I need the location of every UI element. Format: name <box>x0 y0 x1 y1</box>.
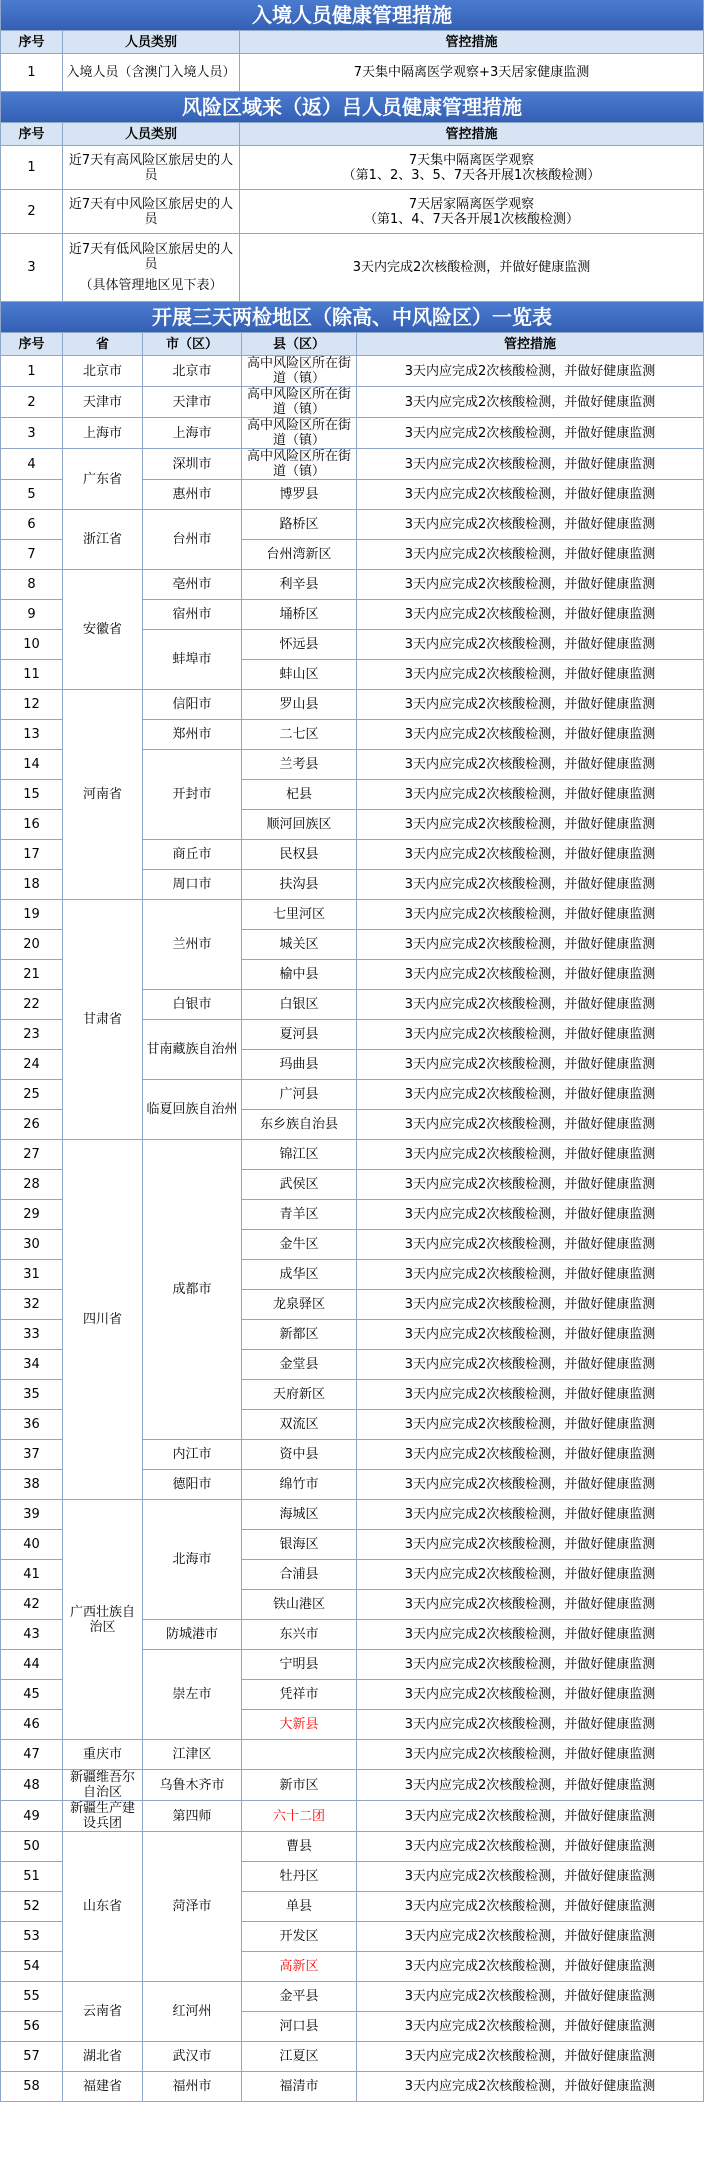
city-cell: 德阳市 <box>143 1470 242 1500</box>
section2-table <box>0 122 704 302</box>
header-city: 市（区） <box>143 333 242 356</box>
province-cell: 四川省 <box>63 1140 143 1500</box>
header-no: 序号 <box>1 123 63 146</box>
city-cell: 内江市 <box>143 1440 242 1470</box>
measure-cell: 3天内应完成2次核酸检测，并做好健康监测 <box>357 1832 704 1862</box>
row-no: 48 <box>1 1770 63 1801</box>
row-no: 33 <box>1 1320 63 1350</box>
county-cell: 东乡族自治县 <box>242 1110 357 1140</box>
city-cell: 开封市 <box>143 750 242 840</box>
measure-cell: 3天内应完成2次核酸检测，并做好健康监测 <box>357 1050 704 1080</box>
table-header-row <box>1 333 704 356</box>
measure-cell: 3天内应完成2次核酸检测，并做好健康监测 <box>357 1560 704 1590</box>
row-no: 45 <box>1 1680 63 1710</box>
county-cell: 蚌山区 <box>242 660 357 690</box>
table-row <box>1 190 704 234</box>
row-no: 37 <box>1 1440 63 1470</box>
measure-cell: 3天内应完成2次核酸检测，并做好健康监测 <box>357 1680 704 1710</box>
category-note: （具体管理地区见下表） <box>79 278 223 293</box>
province-cell: 广西壮族自治区 <box>63 1500 143 1740</box>
county-cell: 广河县 <box>242 1080 357 1110</box>
row-no: 19 <box>1 900 63 930</box>
city-cell: 郑州市 <box>143 720 242 750</box>
city-cell: 宿州市 <box>143 600 242 630</box>
measure-cell: 3天内应完成2次核酸检测，并做好健康监测 <box>357 1230 704 1260</box>
section1-title: 入境人员健康管理措施 <box>0 0 704 30</box>
measure-cell: 3天内应完成2次核酸检测，并做好健康监测 <box>357 990 704 1020</box>
county-cell: 单县 <box>242 1892 357 1922</box>
row-no: 8 <box>1 570 63 600</box>
city-cell: 北京市 <box>143 356 242 387</box>
county-cell: 开发区 <box>242 1922 357 1952</box>
province-cell: 新疆维吾尔自治区 <box>63 1770 143 1801</box>
row-no: 29 <box>1 1200 63 1230</box>
province-cell: 福建省 <box>63 2072 143 2102</box>
table-row <box>1 1500 704 1530</box>
province-cell: 重庆市 <box>63 1740 143 1770</box>
row-no: 47 <box>1 1740 63 1770</box>
county-cell: 锦江区 <box>242 1140 357 1170</box>
province-cell: 山东省 <box>63 1832 143 1982</box>
section3-table <box>0 332 704 2102</box>
city-cell: 上海市 <box>143 418 242 449</box>
county-cell: 金牛区 <box>242 1230 357 1260</box>
row-category: 入境人员（含澳门入境人员） <box>63 54 240 92</box>
measure-cell: 3天内应完成2次核酸检测，并做好健康监测 <box>357 1740 704 1770</box>
province-cell: 新疆生产建设兵团 <box>63 1801 143 1832</box>
measure-cell: 3天内应完成2次核酸检测，并做好健康监测 <box>357 1080 704 1110</box>
measure-cell: 3天内应完成2次核酸检测，并做好健康监测 <box>357 1470 704 1500</box>
row-no: 41 <box>1 1560 63 1590</box>
header-category: 人员类别 <box>63 31 240 54</box>
county-cell: 天府新区 <box>242 1380 357 1410</box>
county-cell: 七里河区 <box>242 900 357 930</box>
table-row <box>1 2042 704 2072</box>
table-row <box>1 54 704 92</box>
table-header-row <box>1 31 704 54</box>
province-cell: 安徽省 <box>63 570 143 690</box>
county-cell: 银海区 <box>242 1530 357 1560</box>
county-cell: 城关区 <box>242 930 357 960</box>
county-cell: 高中风险区所在街道（镇） <box>242 418 357 449</box>
measure-cell: 3天内应完成2次核酸检测，并做好健康监测 <box>357 1170 704 1200</box>
county-cell: 埇桥区 <box>242 600 357 630</box>
row-no: 9 <box>1 600 63 630</box>
measure-cell: 3天内应完成2次核酸检测，并做好健康监测 <box>357 1650 704 1680</box>
measure-cell: 3天内应完成2次核酸检测，并做好健康监测 <box>357 780 704 810</box>
measure-cell: 3天内应完成2次核酸检测，并做好健康监测 <box>357 1590 704 1620</box>
city-cell: 江津区 <box>143 1740 242 1770</box>
row-no: 25 <box>1 1080 63 1110</box>
header-no: 序号 <box>1 31 63 54</box>
table-row <box>1 900 704 930</box>
county-cell: 铁山港区 <box>242 1590 357 1620</box>
row-no: 39 <box>1 1500 63 1530</box>
row-no: 16 <box>1 810 63 840</box>
measure-cell: 3天内应完成2次核酸检测，并做好健康监测 <box>357 1110 704 1140</box>
header-measure: 管控措施 <box>240 31 704 54</box>
county-cell: 高中风险区所在街道（镇） <box>242 356 357 387</box>
row-no: 57 <box>1 2042 63 2072</box>
measure-cell: 3天内应完成2次核酸检测，并做好健康监测 <box>357 540 704 570</box>
row-no: 30 <box>1 1230 63 1260</box>
row-no: 49 <box>1 1801 63 1832</box>
table-row <box>1 146 704 190</box>
category-text: 近7天有低风险区旅居史的人员 <box>68 242 234 272</box>
county-cell: 江夏区 <box>242 2042 357 2072</box>
row-no: 43 <box>1 1620 63 1650</box>
city-cell: 第四师 <box>143 1801 242 1832</box>
measure-cell: 3天内应完成2次核酸检测，并做好健康监测 <box>357 418 704 449</box>
row-no: 10 <box>1 630 63 660</box>
row-no: 24 <box>1 1050 63 1080</box>
county-cell: 台州湾新区 <box>242 540 357 570</box>
city-cell: 武汉市 <box>143 2042 242 2072</box>
row-no: 23 <box>1 1020 63 1050</box>
row-no: 12 <box>1 690 63 720</box>
measure-cell: 3天内应完成2次核酸检测，并做好健康监测 <box>357 960 704 990</box>
city-cell: 蚌埠市 <box>143 630 242 690</box>
row-no: 15 <box>1 780 63 810</box>
header-category: 人员类别 <box>63 123 240 146</box>
measure-cell: 3天内应完成2次核酸检测，并做好健康监测 <box>357 1922 704 1952</box>
county-cell: 宁明县 <box>242 1650 357 1680</box>
measure-cell: 3天内应完成2次核酸检测，并做好健康监测 <box>357 1500 704 1530</box>
county-cell: 绵竹市 <box>242 1470 357 1500</box>
table-row <box>1 1740 704 1770</box>
measure-cell: 3天内应完成2次核酸检测，并做好健康监测 <box>357 387 704 418</box>
header-no: 序号 <box>1 333 63 356</box>
row-no: 51 <box>1 1862 63 1892</box>
table-row <box>1 2072 704 2102</box>
measure-cell: 3天内应完成2次核酸检测，并做好健康监测 <box>357 1530 704 1560</box>
table-row <box>1 356 704 387</box>
measure-cell: 3天内应完成2次核酸检测，并做好健康监测 <box>357 810 704 840</box>
city-cell: 天津市 <box>143 387 242 418</box>
row-no: 17 <box>1 840 63 870</box>
measure-cell: 3天内应完成2次核酸检测，并做好健康监测 <box>357 660 704 690</box>
city-cell: 兰州市 <box>143 900 242 990</box>
row-category <box>63 234 240 302</box>
table-row <box>1 1832 704 1862</box>
row-no: 27 <box>1 1140 63 1170</box>
county-cell: 福清市 <box>242 2072 357 2102</box>
measure-cell: 3天内应完成2次核酸检测，并做好健康监测 <box>357 1801 704 1832</box>
row-no: 21 <box>1 960 63 990</box>
header-county: 县（区） <box>242 333 357 356</box>
measure-note: （第1、4、7天各开展1次核酸检测） <box>363 211 580 227</box>
measure-cell: 3天内应完成2次核酸检测，并做好健康监测 <box>357 2012 704 2042</box>
city-cell: 乌鲁木齐市 <box>143 1770 242 1801</box>
row-no: 20 <box>1 930 63 960</box>
city-cell: 商丘市 <box>143 840 242 870</box>
section1-table <box>0 30 704 92</box>
county-cell: 大新县 <box>242 1710 357 1740</box>
measure-cell: 3天内应完成2次核酸检测，并做好健康监测 <box>357 1380 704 1410</box>
county-cell: 牡丹区 <box>242 1862 357 1892</box>
measure-cell: 3天内应完成2次核酸检测，并做好健康监测 <box>357 1892 704 1922</box>
city-cell: 亳州市 <box>143 570 242 600</box>
county-cell: 六十二团 <box>242 1801 357 1832</box>
county-cell: 海城区 <box>242 1500 357 1530</box>
table-row <box>1 387 704 418</box>
county-cell: 罗山县 <box>242 690 357 720</box>
row-measure: 3天内完成2次核酸检测，并做好健康监测 <box>240 234 704 302</box>
row-no: 5 <box>1 480 63 510</box>
city-cell: 菏泽市 <box>143 1832 242 1982</box>
measure-cell: 3天内应完成2次核酸检测，并做好健康监测 <box>357 480 704 510</box>
county-cell: 合浦县 <box>242 1560 357 1590</box>
row-no: 46 <box>1 1710 63 1740</box>
county-cell: 高中风险区所在街道（镇） <box>242 387 357 418</box>
table-header-row <box>1 123 704 146</box>
measure-note: （第1、2、3、5、7天各开展1次核酸检测） <box>342 167 601 183</box>
county-cell: 武侯区 <box>242 1170 357 1200</box>
row-no: 26 <box>1 1110 63 1140</box>
row-no: 55 <box>1 1982 63 2012</box>
county-cell: 顺河回族区 <box>242 810 357 840</box>
row-no: 53 <box>1 1922 63 1952</box>
row-no: 40 <box>1 1530 63 1560</box>
county-cell: 资中县 <box>242 1440 357 1470</box>
city-cell: 白银市 <box>143 990 242 1020</box>
county-cell: 夏河县 <box>242 1020 357 1050</box>
row-no: 32 <box>1 1290 63 1320</box>
row-no: 11 <box>1 660 63 690</box>
measure-cell: 3天内应完成2次核酸检测，并做好健康监测 <box>357 750 704 780</box>
city-cell: 台州市 <box>143 510 242 570</box>
province-cell: 广东省 <box>63 449 143 510</box>
county-cell: 榆中县 <box>242 960 357 990</box>
measure-cell: 3天内应完成2次核酸检测，并做好健康监测 <box>357 1260 704 1290</box>
county-cell: 高中风险区所在街道（镇） <box>242 449 357 480</box>
row-measure <box>240 146 704 190</box>
table-row <box>1 1982 704 2012</box>
county-cell: 曹县 <box>242 1832 357 1862</box>
section2-title: 风险区域来（返）吕人员健康管理措施 <box>0 92 704 122</box>
table-row <box>1 1801 704 1832</box>
city-cell: 北海市 <box>143 1500 242 1620</box>
row-no: 38 <box>1 1470 63 1500</box>
measure-cell: 3天内应完成2次核酸检测，并做好健康监测 <box>357 449 704 480</box>
row-no: 2 <box>1 387 63 418</box>
table-row <box>1 570 704 600</box>
city-cell: 福州市 <box>143 2072 242 2102</box>
row-no: 18 <box>1 870 63 900</box>
county-cell: 凭祥市 <box>242 1680 357 1710</box>
county-cell: 新市区 <box>242 1770 357 1801</box>
header-measure: 管控措施 <box>357 333 704 356</box>
county-cell: 杞县 <box>242 780 357 810</box>
row-no: 1 <box>1 356 63 387</box>
row-no: 1 <box>1 146 63 190</box>
county-cell: 白银区 <box>242 990 357 1020</box>
row-no: 13 <box>1 720 63 750</box>
row-measure <box>240 190 704 234</box>
measure-cell: 3天内应完成2次核酸检测，并做好健康监测 <box>357 1410 704 1440</box>
province-cell: 湖北省 <box>63 2042 143 2072</box>
measure-cell: 3天内应完成2次核酸检测，并做好健康监测 <box>357 690 704 720</box>
city-cell: 周口市 <box>143 870 242 900</box>
measure-cell: 3天内应完成2次核酸检测，并做好健康监测 <box>357 1200 704 1230</box>
row-no: 6 <box>1 510 63 540</box>
measure-cell: 3天内应完成2次核酸检测，并做好健康监测 <box>357 1952 704 1982</box>
county-cell: 民权县 <box>242 840 357 870</box>
row-measure: 7天集中隔离医学观察+3天居家健康监测 <box>240 54 704 92</box>
measure-cell: 3天内应完成2次核酸检测，并做好健康监测 <box>357 1862 704 1892</box>
row-no: 58 <box>1 2072 63 2102</box>
county-cell: 高新区 <box>242 1952 357 1982</box>
city-cell: 信阳市 <box>143 690 242 720</box>
row-no: 4 <box>1 449 63 480</box>
row-category: 近7天有中风险区旅居史的人员 <box>63 190 240 234</box>
row-no: 3 <box>1 234 63 302</box>
province-cell: 甘肃省 <box>63 900 143 1140</box>
row-no: 56 <box>1 2012 63 2042</box>
row-no: 42 <box>1 1590 63 1620</box>
city-cell: 成都市 <box>143 1140 242 1440</box>
table-row <box>1 1770 704 1801</box>
county-cell: 怀远县 <box>242 630 357 660</box>
measure-cell: 3天内应完成2次核酸检测，并做好健康监测 <box>357 930 704 960</box>
row-no: 22 <box>1 990 63 1020</box>
county-cell: 路桥区 <box>242 510 357 540</box>
county-cell: 金平县 <box>242 1982 357 2012</box>
measure-cell: 3天内应完成2次核酸检测，并做好健康监测 <box>357 1290 704 1320</box>
county-cell: 玛曲县 <box>242 1050 357 1080</box>
row-no: 14 <box>1 750 63 780</box>
county-cell: 金堂县 <box>242 1350 357 1380</box>
city-cell: 临夏回族自治州 <box>143 1080 242 1140</box>
city-cell: 甘南藏族自治州 <box>143 1020 242 1080</box>
measure-cell: 3天内应完成2次核酸检测，并做好健康监测 <box>357 356 704 387</box>
measure-cell: 3天内应完成2次核酸检测，并做好健康监测 <box>357 1770 704 1801</box>
measure-cell: 3天内应完成2次核酸检测，并做好健康监测 <box>357 720 704 750</box>
measure-line: 7天居家隔离医学观察 <box>408 196 535 212</box>
county-cell: 二七区 <box>242 720 357 750</box>
measure-cell: 3天内应完成2次核酸检测，并做好健康监测 <box>357 1982 704 2012</box>
city-cell: 惠州市 <box>143 480 242 510</box>
table-row <box>1 1140 704 1170</box>
section3-title: 开展三天两检地区（除高、中风险区）一览表 <box>0 302 704 332</box>
measure-cell: 3天内应完成2次核酸检测，并做好健康监测 <box>357 1350 704 1380</box>
measure-cell: 3天内应完成2次核酸检测，并做好健康监测 <box>357 510 704 540</box>
county-cell: 新都区 <box>242 1320 357 1350</box>
row-no: 2 <box>1 190 63 234</box>
table-row <box>1 449 704 480</box>
row-category: 近7天有高风险区旅居史的人员 <box>63 146 240 190</box>
city-cell: 崇左市 <box>143 1650 242 1740</box>
row-no: 7 <box>1 540 63 570</box>
row-no: 44 <box>1 1650 63 1680</box>
county-cell: 兰考县 <box>242 750 357 780</box>
row-no: 36 <box>1 1410 63 1440</box>
city-cell: 防城港市 <box>143 1620 242 1650</box>
measure-cell: 3天内应完成2次核酸检测，并做好健康监测 <box>357 630 704 660</box>
measure-cell: 3天内应完成2次核酸检测，并做好健康监测 <box>357 2072 704 2102</box>
row-no: 31 <box>1 1260 63 1290</box>
table-row <box>1 510 704 540</box>
measure-cell: 3天内应完成2次核酸检测，并做好健康监测 <box>357 840 704 870</box>
county-cell: 扶沟县 <box>242 870 357 900</box>
row-no: 54 <box>1 1952 63 1982</box>
measure-cell: 3天内应完成2次核酸检测，并做好健康监测 <box>357 1440 704 1470</box>
county-cell: 博罗县 <box>242 480 357 510</box>
table-row <box>1 418 704 449</box>
row-no: 28 <box>1 1170 63 1200</box>
measure-cell: 3天内应完成2次核酸检测，并做好健康监测 <box>357 1320 704 1350</box>
measure-cell: 3天内应完成2次核酸检测，并做好健康监测 <box>357 900 704 930</box>
row-no: 1 <box>1 54 63 92</box>
county-cell: 河口县 <box>242 2012 357 2042</box>
province-cell: 北京市 <box>63 356 143 387</box>
table-row <box>1 234 704 302</box>
province-cell: 浙江省 <box>63 510 143 570</box>
header-measure: 管控措施 <box>240 123 704 146</box>
county-cell: 龙泉驿区 <box>242 1290 357 1320</box>
row-no: 52 <box>1 1892 63 1922</box>
city-cell: 红河州 <box>143 1982 242 2042</box>
table-row <box>1 690 704 720</box>
measure-cell: 3天内应完成2次核酸检测，并做好健康监测 <box>357 1710 704 1740</box>
measure-cell: 3天内应完成2次核酸检测，并做好健康监测 <box>357 2042 704 2072</box>
province-cell: 云南省 <box>63 1982 143 2042</box>
measure-cell: 3天内应完成2次核酸检测，并做好健康监测 <box>357 1140 704 1170</box>
measure-cell: 3天内应完成2次核酸检测，并做好健康监测 <box>357 1020 704 1050</box>
measure-line: 7天集中隔离医学观察 <box>408 152 535 168</box>
header-province: 省 <box>63 333 143 356</box>
row-no: 35 <box>1 1380 63 1410</box>
county-cell: 成华区 <box>242 1260 357 1290</box>
row-no: 34 <box>1 1350 63 1380</box>
city-cell: 深圳市 <box>143 449 242 480</box>
row-no: 50 <box>1 1832 63 1862</box>
county-cell: 东兴市 <box>242 1620 357 1650</box>
row-no: 3 <box>1 418 63 449</box>
measure-cell: 3天内应完成2次核酸检测，并做好健康监测 <box>357 870 704 900</box>
province-cell: 河南省 <box>63 690 143 900</box>
province-cell: 天津市 <box>63 387 143 418</box>
county-cell <box>242 1740 357 1770</box>
county-cell: 青羊区 <box>242 1200 357 1230</box>
measure-cell: 3天内应完成2次核酸检测，并做好健康监测 <box>357 600 704 630</box>
county-cell: 双流区 <box>242 1410 357 1440</box>
province-cell: 上海市 <box>63 418 143 449</box>
county-cell: 利辛县 <box>242 570 357 600</box>
measure-cell: 3天内应完成2次核酸检测，并做好健康监测 <box>357 1620 704 1650</box>
measure-cell: 3天内应完成2次核酸检测，并做好健康监测 <box>357 570 704 600</box>
